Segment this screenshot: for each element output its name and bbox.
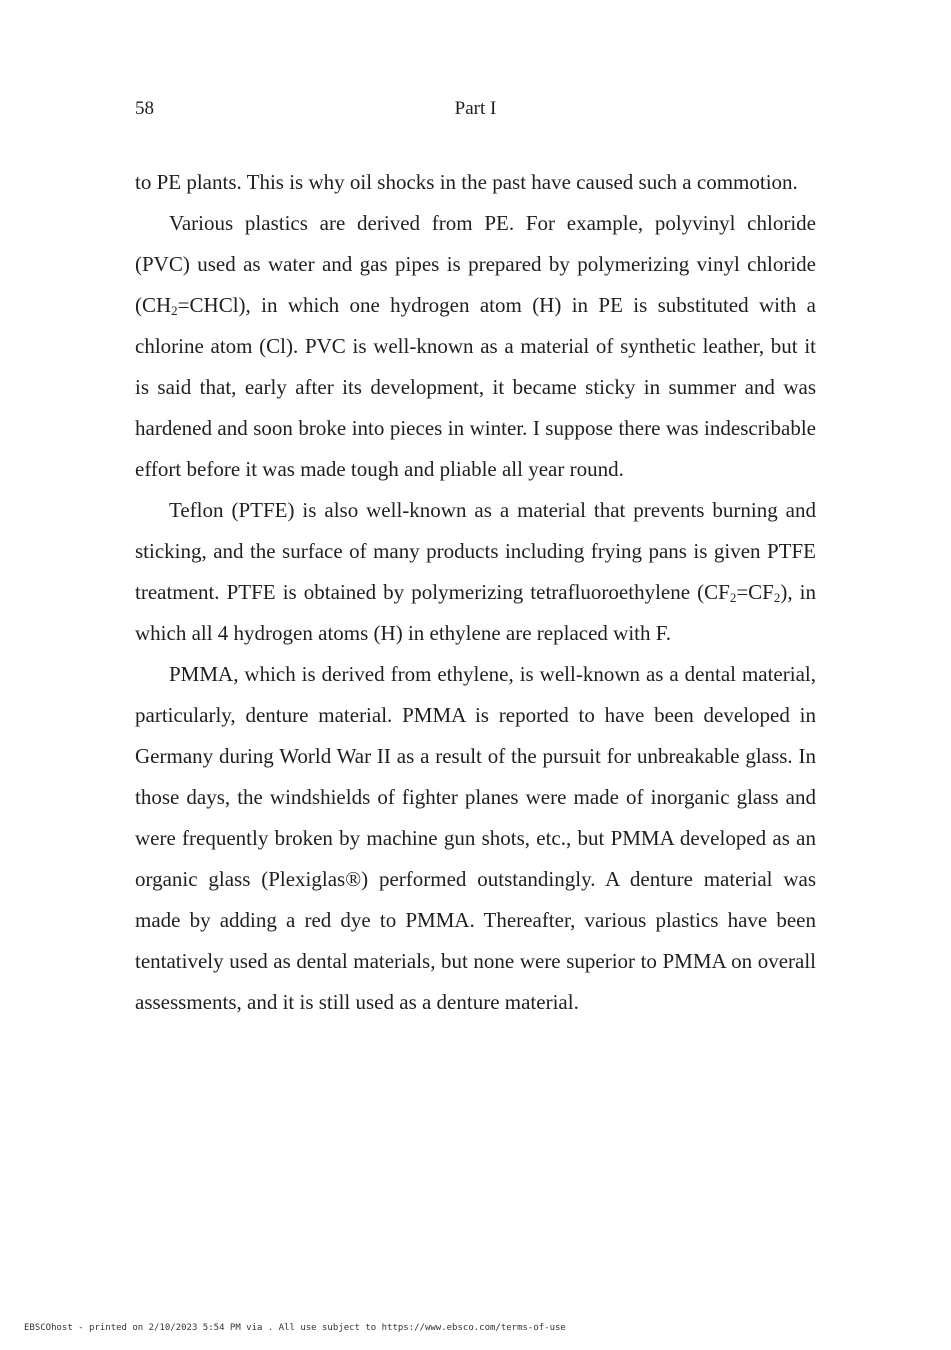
paragraph: to PE plants. This is why oil shocks in the past have caused such a commotion. — [135, 170, 798, 194]
text-run: =CHCl), in which one hydrogen atom (H) in PE is substituted with a chlorine atom (Cl). PVC is well-known as a material of synthetic leather, but it is said that, early after its development, it became sticky in summer and was hardened and soon broke into pieces in winter. I suppose there was indescribable effort before it was made tough and pliable all year round. — [135, 293, 816, 481]
text-run: Teflon (PTFE) is also well-known as a material that prevents burning and sticking, and the surface of many products including frying pans is given PTFE treatment. PTFE is obtained by polymerizing tetrafluoroethylene (CF — [135, 498, 816, 604]
paragraph — [135, 203, 816, 490]
subscript: 2 — [729, 590, 737, 605]
text-run: ), in which all 4 hydrogen atoms (H) in ethylene are replaced with F. — [135, 580, 816, 645]
text-run: Various plastics are derived from PE. For example, polyvinyl chloride (PVC) used as water and gas pipes is prepared by polymerizing vinyl chloride (CH — [135, 211, 816, 317]
page-number: 58 — [135, 98, 154, 119]
footer-notice: EBSCOhost - printed on 2/10/2023 5:54 PM via . All use subject to https://www.ebsco.com/terms-of-use — [24, 1323, 566, 1333]
paragraph — [135, 490, 816, 654]
paragraph: PMMA, which is derived from ethylene, is well-known as a dental material, particularly, denture material. PMMA is reported to have been developed in Germany during World War II as a result of the pursuit for unbreakable glass. In those days, the windshields of fighter planes were made of inorganic glass and were frequently broken by machine gun shots, etc., but PMMA developed as an organic glass (Plexiglas®) performed outstandingly. A denture material was made by adding a red dye to PMMA. Thereafter, various plastics have been tentatively used as dental materials, but none were superior to PMMA on overall assessments, and it is still used as a denture material. — [135, 662, 816, 1014]
body-text — [135, 162, 816, 1023]
subscript: 2 — [773, 590, 781, 605]
running-head: Part I — [454, 98, 497, 119]
text-run: =CF — [736, 580, 774, 604]
subscript: 2 — [171, 303, 178, 318]
